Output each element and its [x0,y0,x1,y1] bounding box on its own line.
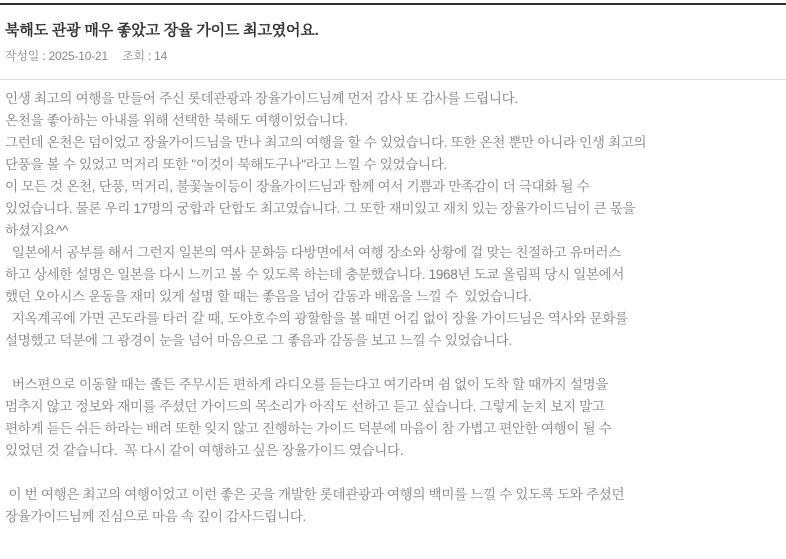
body-line: 그런데 온천은 덤이었고 장율가이드님을 만나 최고의 여행을 할 수 있었습니다. 또한 온천 뿐만 아니라 인생 최고의 [5,135,647,150]
body-line: 인생 최고의 여행을 만들어 주신 롯데관광과 장율가이드님께 먼저 감사 또 감사를 드립니다. [5,91,518,106]
body-line: 지옥계곡에 가면 곤도라를 타러 갈 때, 도야호수의 광할함을 볼 때면 어김 없이 장율 가이드님은 역사와 문화를 [5,311,628,326]
post-date: 작성일 : 2025-10-21 [5,49,108,63]
post-view-count: 조회 : 14 [121,49,168,63]
post-body [5,88,780,528]
post-meta [5,48,780,64]
body-line: 단풍을 볼 수 있었고 먹거리 또한 "이것이 북해도구나"라고 느낄 수 있었습니다. [5,157,447,172]
body-line: 하셨지요^^ [5,223,69,238]
body-line: 멈추지 않고 정보와 재미를 주셨던 가이드의 목소리가 아직도 선하고 듣고 싶습니다. 그렇게 눈치 보지 말고 [5,399,605,414]
body-line: 하고 상세한 설명은 일본을 다시 느끼고 볼 수 있도록 하는데 충분했습니다. 1968년 도쿄 올림픽 당시 일본에서 [5,267,625,282]
body-line: 장율가이드님께 진심으로 마음 속 깊이 감사드립니다. [5,509,307,524]
body-line: 이 모든 것 온천, 단풍, 먹거리, 불꽃놀이등이 장율가이드님과 함께 여서 기쁨과 만족감이 더 극대화 될 수 [5,179,590,194]
review-post [0,3,786,528]
body-line: 이 번 여행은 최고의 여행이었고 이런 좋은 곳을 개발한 롯데관광과 여행의 백미를 느낄 수 있도록 도와 주셨던 [5,487,625,502]
page-title: 북해도 관광 매우 좋았고 장율 가이드 최고였어요. [5,22,319,39]
body-line: 온천을 좋아하는 아내를 위해 선택한 북해도 여행이었습니다. [5,113,348,128]
body-line: 버스편으로 이동할 때는 졸든 주무시든 편하게 라디오를 듣는다고 여기라며 쉼 없이 도착 할 때까지 설명을 [5,377,609,392]
body-line: 있었습니다. 물론 우리 17명의 궁합과 단합도 최고였습니다. 그 또한 재미있고 재치 있는 장율가이드님이 큰 몫을 [5,201,636,216]
body-line: 설명했고 덕분에 그 광경이 눈을 넘어 마음으로 그 좋음과 감동을 보고 느낄 수 있었습니다. [5,333,512,348]
body-line-blank [5,462,780,484]
body-line: 일본에서 공부를 해서 그런지 일본의 역사 문화등 다방면에서 여행 장소와 상황에 걸 맞는 친절하고 유머러스 [5,245,621,260]
body-line: 편하게 듣든 쉬든 하라는 배려 또한 잊지 않고 진행하는 가이드 덕분에 마음이 참 가볍고 편안한 여행이 될 수 [5,421,612,436]
body-line-blank [5,352,780,374]
body-line: 있었던 것 같습니다. 꼭 다시 같이 여행하고 싶은 장율가이드 였습니다. [5,443,404,458]
meta-divider [0,79,786,80]
body-line: 했던 오아시스 운동을 재미 있게 설명 할 때는 좋음을 넘어 감동과 배움을 느낄 수 있었습니다. [5,289,532,304]
